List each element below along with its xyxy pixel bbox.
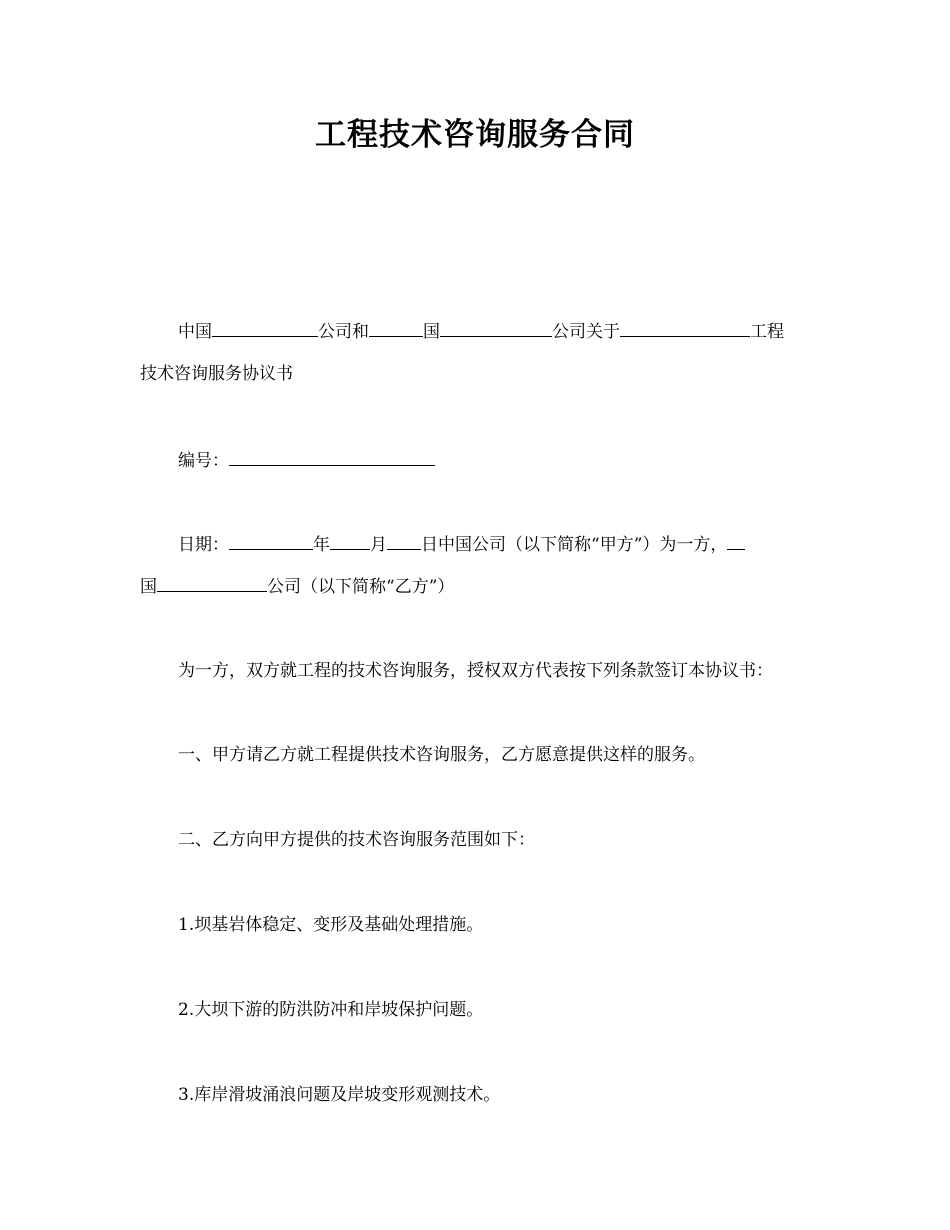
list-item-1: 1.坝基岩体稳定、变形及基础处理措施。: [178, 915, 484, 935]
blank-number: [229, 447, 435, 466]
date-line-1: [178, 531, 745, 557]
intro-text-4: 公司关于: [552, 322, 620, 342]
paragraph-agreement: 为一方，双方就工程的技术咨询服务，授权双方代表按下列条款签订本协议书：: [178, 661, 773, 681]
page-title: 工程技术咨询服务合同: [315, 117, 635, 153]
intro-text-5: 工程: [750, 322, 784, 342]
list-item-2: 2.大坝下游的防洪防冲和岸坡保护问题。: [178, 1000, 484, 1020]
date-country-label: 国: [140, 577, 157, 597]
intro-text-3: 国: [423, 322, 440, 342]
list-item-3: 3.库岸滑坡涌浪问题及岸坡变形观测技术。: [178, 1085, 501, 1105]
date-year-label: 年: [313, 535, 330, 555]
paragraph-clause-2: 二、乙方向甲方提供的技术咨询服务范围如下：: [178, 830, 535, 850]
intro-line-2: 技术咨询服务协议书: [140, 364, 293, 384]
blank-month: [330, 531, 370, 550]
intro-text-1: 中国: [178, 322, 212, 342]
intro-text-2: 公司和: [318, 322, 369, 342]
blank-year: [229, 531, 313, 550]
intro-line-1: [178, 318, 784, 344]
date-label: 日期：: [178, 535, 229, 555]
blank-country-b: [727, 531, 745, 550]
date-line-2: [140, 573, 454, 599]
number-line: [178, 447, 435, 473]
number-label: 编号：: [178, 451, 229, 471]
blank-country: [369, 318, 423, 337]
paragraph-clause-1: 一、甲方请乙方就工程提供技术咨询服务，乙方愿意提供这样的服务。: [178, 745, 705, 765]
blank-company-b-name: [157, 573, 267, 592]
blank-day: [387, 531, 421, 550]
blank-project: [620, 318, 750, 337]
date-month-label: 月: [370, 535, 387, 555]
date-company-b-text: 公司（以下简称“乙方”）: [267, 577, 455, 597]
blank-company-a: [212, 318, 318, 337]
date-day-text: 日中国公司（以下简称“甲方”）为一方，: [421, 535, 728, 555]
blank-company-b: [440, 318, 552, 337]
